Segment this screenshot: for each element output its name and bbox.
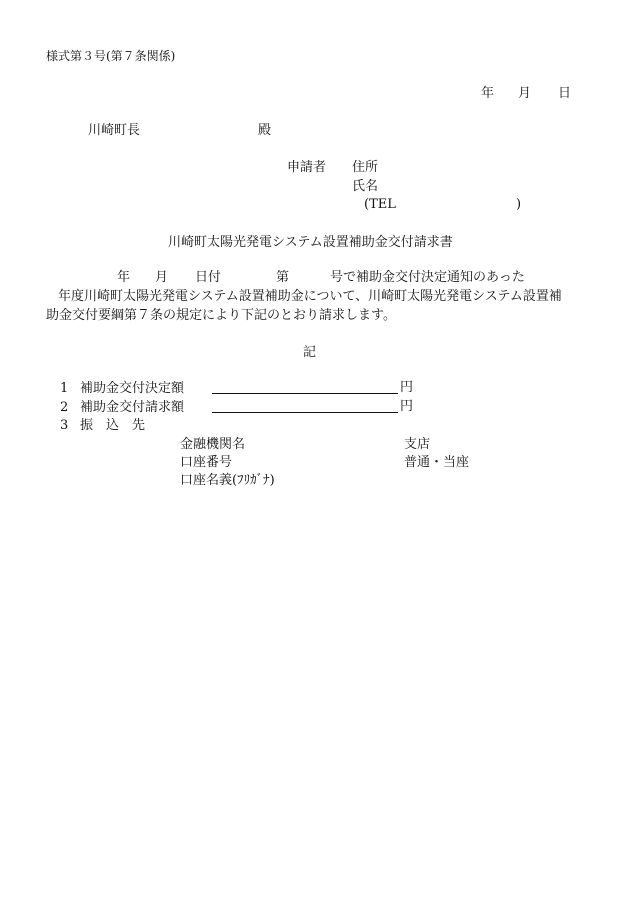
item-number: 1 <box>60 381 69 396</box>
body-line3: 助金交付要綱第７条の規定により下記のとおり請求します。 <box>46 308 396 323</box>
body-month: 月 <box>155 270 169 285</box>
item-number: 3 <box>60 418 69 433</box>
body-line1-rest: 号で補助金交付決定通知のあった <box>330 270 525 285</box>
account-type-label: 普通・当座 <box>404 455 470 470</box>
amount-underline <box>212 381 398 394</box>
ki-heading: 記 <box>303 345 317 360</box>
date-month-label: 月 <box>518 86 532 101</box>
amount-field <box>212 400 413 413</box>
account-holder-label: 口座名義(ﾌﾘｶﾞﾅ) <box>180 473 275 488</box>
bank-name-label: 金融機関名 <box>180 437 246 452</box>
addressee-name: 川崎町長 <box>88 123 141 138</box>
document-title: 川崎町太陽光発電システム設置補助金交付請求書 <box>168 235 453 250</box>
yen-unit: 円 <box>400 380 414 395</box>
amount-field <box>212 381 413 394</box>
item-label: 振 込 先 <box>80 418 146 433</box>
applicant-tel-open: (TEL <box>364 197 396 212</box>
item-number: 2 <box>60 400 69 415</box>
account-number-label: 口座番号 <box>180 455 233 470</box>
item-label: 補助金交付決定額 <box>80 381 185 396</box>
item-label: 補助金交付請求額 <box>80 400 185 415</box>
applicant-name-label: 氏名 <box>352 179 379 194</box>
amount-underline <box>212 400 398 413</box>
branch-label: 支店 <box>404 437 431 452</box>
date-year-label: 年 <box>481 86 495 101</box>
addressee-honorific: 殿 <box>258 123 272 138</box>
body-dated: 日付 <box>195 270 222 285</box>
date-day-label: 日 <box>558 86 572 101</box>
body-number-prefix: 第 <box>276 270 290 285</box>
yen-unit: 円 <box>400 399 414 414</box>
body-year: 年 <box>117 270 131 285</box>
applicant-label: 申請者 <box>287 160 327 175</box>
body-line2: 年度川崎町太陽光発電システム設置補助金について、川崎町太陽光発電システム設置補 <box>58 289 562 304</box>
applicant-tel-close: ) <box>516 197 522 212</box>
form-number: 様式第３号(第７条関係) <box>46 49 176 63</box>
applicant-address-label: 住所 <box>352 160 379 175</box>
